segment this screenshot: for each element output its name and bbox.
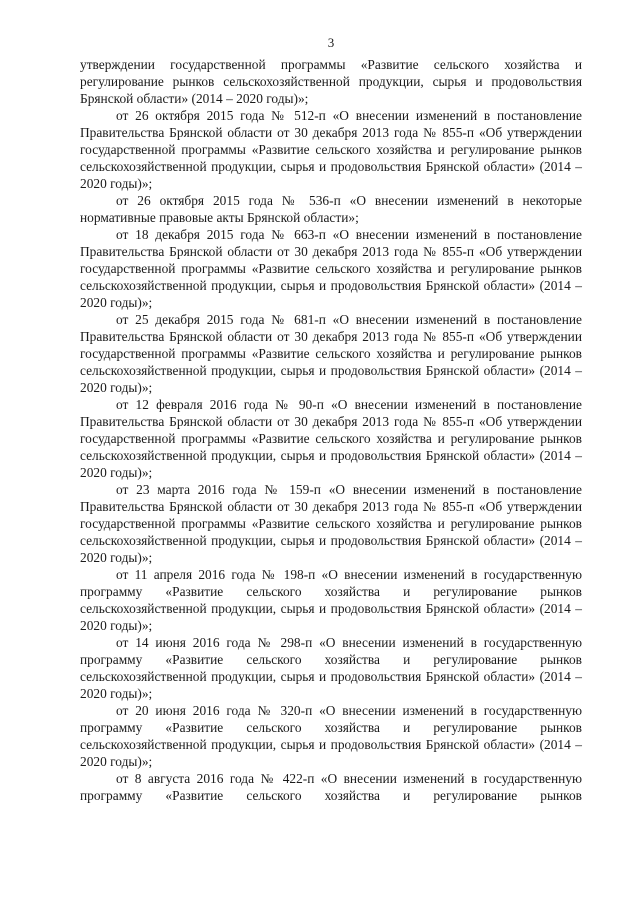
paragraph: от 25 декабря 2015 года № 681-п «О внесении изменений в постановление Правительства Брянской области от 30 декабря 2013 года № 855-п «Об утверждении государственной программы «Развитие сельского хозяйства и регулирование рынков сельскохозяйственной продукции, сырья и продовольствия Брянской области» (2014 – 2020 годы)»;: [80, 312, 582, 395]
paragraph: от 11 апреля 2016 года № 198-п «О внесении изменений в государственную программу «Развитие сельского хозяйства и регулирование рынков сельскохозяйственной продукции, сырья и продовольствия Брянской области» (2014 – 2020 годы)»;: [80, 567, 582, 633]
paragraph: от 26 октября 2015 года № 512-п «О внесении изменений в постановление Правительства Брянской области от 30 декабря 2013 года № 855-п «Об утверждении государственной программы «Развитие сельского хозяйства и регулирование рынков сельскохозяйственной продукции, сырья и продовольствия Брянской области» (2014 – 2020 годы)»;: [80, 108, 582, 191]
page-number: 3: [327, 35, 335, 50]
paragraph: от 14 июня 2016 года № 298-п «О внесении изменений в государственную программу «Развитие сельского хозяйства и регулирование рынков сельскохозяйственной продукции, сырья и продовольствия Брянской области» (2014 – 2020 годы)»;: [80, 635, 582, 701]
paragraph: от 23 марта 2016 года № 159-п «О внесении изменений в постановление Правительства Брянской области от 30 декабря 2013 года № 855-п «Об утверждении государственной программы «Развитие сельского хозяйства и регулирование рынков сельскохозяйственной продукции, сырья и продовольствия Брянской области» (2014 – 2020 годы)»;: [80, 482, 582, 565]
paragraph: от 26 октября 2015 года № 536-п «О внесении изменений в некоторые нормативные правовые акты Брянской области»;: [80, 193, 582, 225]
paragraph: от 8 августа 2016 года № 422-п «О внесении изменений в государственную программу «Развитие сельского хозяйства и регулирование рынков: [80, 771, 582, 803]
paragraph: утверждении государственной программы «Развитие сельского хозяйства и регулирование рынков сельскохозяйственной продукции, сырья и продовольствия Брянской области» (2014 – 2020 годы)»;: [80, 57, 582, 106]
paragraph: от 12 февраля 2016 года № 90-п «О внесении изменений в постановление Правительства Брянской области от 30 декабря 2013 года № 855-п «Об утверждении государственной программы «Развитие сельского хозяйства и регулирование рынков сельскохозяйственной продукции, сырья и продовольствия Брянской области» (2014 – 2020 годы)»;: [80, 397, 582, 480]
paragraph: от 20 июня 2016 года № 320-п «О внесении изменений в государственную программу «Развитие сельского хозяйства и регулирование рынков сельскохозяйственной продукции, сырья и продовольствия Брянской области» (2014 – 2020 годы)»;: [80, 703, 582, 769]
document-body: [80, 56, 582, 804]
paragraph: от 18 декабря 2015 года № 663-п «О внесении изменений в постановление Правительства Брянской области от 30 декабря 2013 года № 855-п «Об утверждении государственной программы «Развитие сельского хозяйства и регулирование рынков сельскохозяйственной продукции, сырья и продовольствия Брянской области» (2014 – 2020 годы)»;: [80, 227, 582, 310]
